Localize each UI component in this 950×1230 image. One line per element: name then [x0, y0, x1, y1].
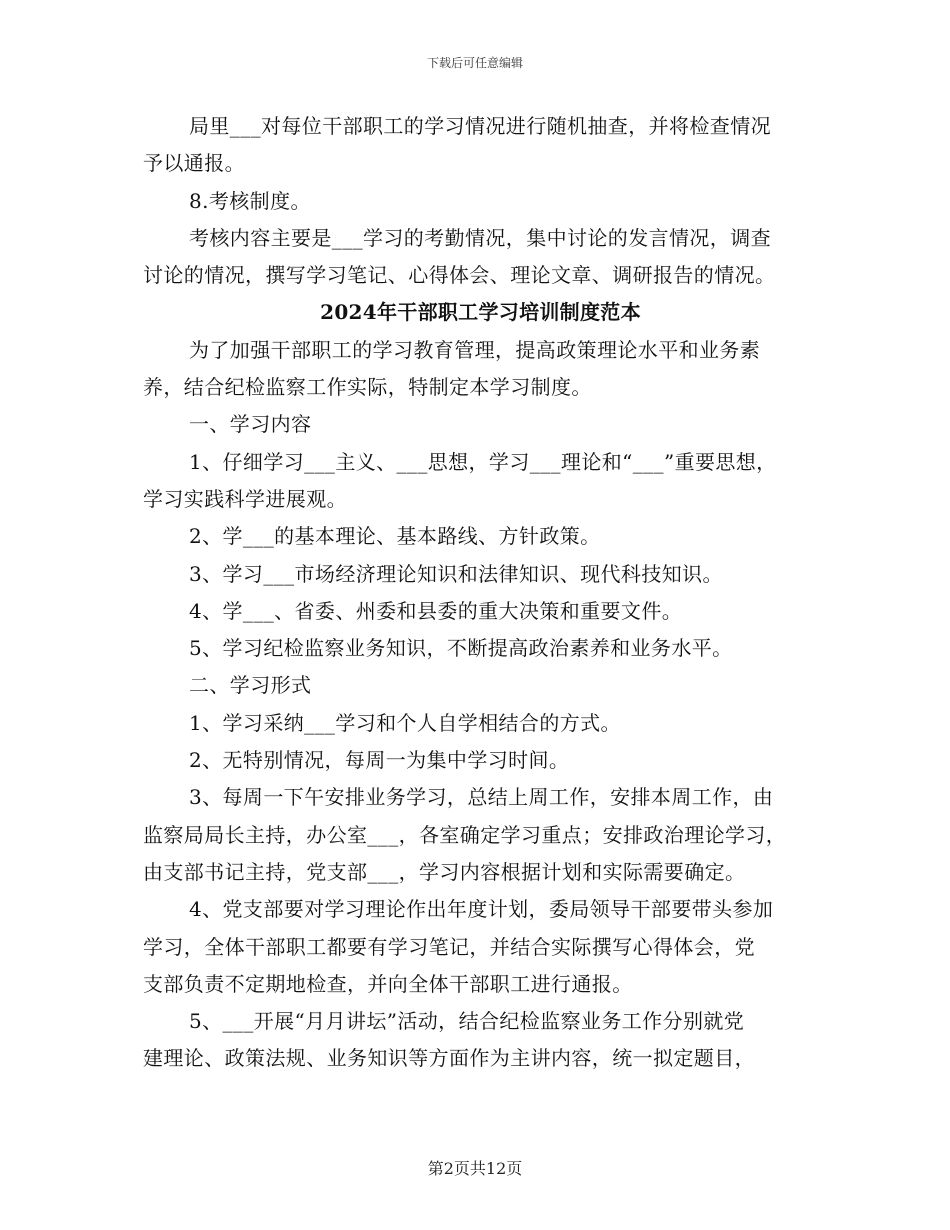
text-line: 学习，全体干部职工都要有学习笔记，并结合实际撰写心得体会，党 [143, 934, 755, 959]
text-line: 5、学习纪检监察业务知识，不断提高政治素养和业务水平。 [189, 636, 733, 661]
text-line: 二、学习形式 [189, 673, 312, 698]
text-line: 建理论、政策法规、业务知识等方面作为主讲内容，统一拟定题目， [143, 1046, 755, 1071]
text-line: 4、学___、省委、州委和县委的重大决策和重要文件。 [189, 598, 683, 623]
text-line: 4、党支部要对学习理论作出年度计划，委局领导干部要带头参加 [189, 897, 774, 922]
document-title: 2024年干部职工学习培训制度范本 [320, 300, 641, 325]
text-line: 为了加强干部职工的学习教育管理，提高政策理论水平和业务素 [189, 337, 761, 362]
text-line: 1、仔细学习___主义、___思想，学习___理论和“___”重要思想， [189, 449, 777, 474]
text-line: 一、学习内容 [189, 412, 312, 437]
text-line: 监察局局长主持，办公室___，各室确定学习重点；安排政治理论学习， [143, 822, 787, 847]
text-line: 养，结合纪检监察工作实际，特制定本学习制度。 [143, 375, 592, 400]
text-line: 3、学习___市场经济理论知识和法律知识、现代科技知识。 [189, 561, 723, 586]
text-line: 3、每周一下午安排业务学习，总结上周工作，安排本周工作，由 [189, 785, 774, 810]
text-line: 2、学___的基本理论、基本路线、方针政策。 [189, 524, 601, 549]
text-line: 讨论的情况，撰写学习笔记、心得体会、理论文章、调研报告的情况。 [143, 263, 776, 288]
text-line: 8.考核制度。 [189, 188, 311, 213]
page-footer: 第2页共12页 [427, 1159, 523, 1178]
text-line: 由支部书记主持，党支部___，学习内容根据计划和实际需要确定。 [143, 859, 746, 884]
paragraphs-after-title [143, 332, 818, 1078]
text-line: 考核内容主要是___学习的考勤情况，集中讨论的发言情况，调查 [189, 225, 771, 250]
paragraphs-before-title [143, 108, 818, 294]
text-line: 2、无特别情况，每周一为集中学习时间。 [189, 748, 570, 773]
text-line: 1、学习采纳___学习和个人自学相结合的方式。 [189, 710, 621, 735]
text-line: 予以通报。 [143, 151, 245, 176]
text-line: 5、___开展“月月讲坛”活动，结合纪检监察业务工作分别就党 [189, 1009, 745, 1034]
document-body [143, 108, 818, 1078]
text-line: 局里___对每位干部职工的学习情况进行随机抽查，并将检查情况 [189, 114, 771, 138]
text-line: 支部负责不定期地检查，并向全体干部职工进行通报。 [143, 971, 633, 996]
text-line: 学习实践科学进展观。 [143, 486, 347, 511]
page-header-note: 下载后可任意编辑 [426, 56, 523, 70]
